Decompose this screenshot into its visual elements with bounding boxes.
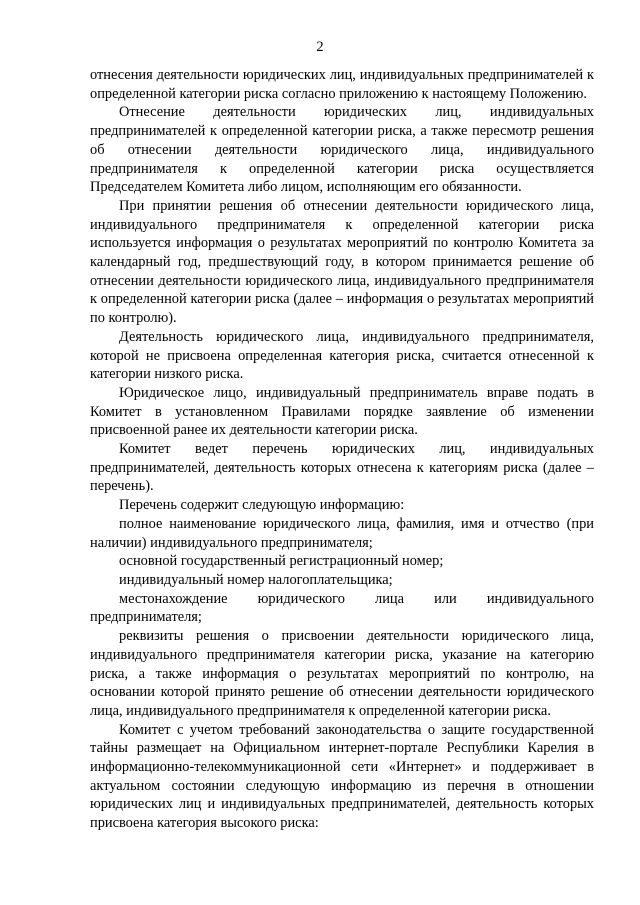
list-item: индивидуальный номер налогоплательщика;: [119, 571, 393, 588]
paragraph: Комитет с учетом требований законодательства о защите государственной тайны размещает на Официальном интернет-портале Республики Карелия в информационно-телекоммуникационной сети «Интернет» и поддерживает в актуальном состоянии следующую информацию из перечня в отношении юридических лиц и индивидуальных предпринимателей, деятельность которых присвоена категория высокого риска:: [90, 721, 594, 832]
list-item: полное наименование юридического лица, фамилия, имя и отчество (при наличии) индивидуального предпринимателя;: [90, 515, 594, 551]
list-item: основной государственный регистрационный номер;: [119, 553, 444, 570]
list-item: местонахождение юридического лица или индивидуального предпринимателя;: [90, 590, 594, 626]
paragraph: отнесения деятельности юридических лиц, индивидуальных предпринимателей к определенной категории риска согласно приложению к настоящему Положению.: [90, 67, 594, 102]
list-item: реквизиты решения о присвоении деятельности юридического лица, индивидуального предпринимателя категории риска, указание на категорию риска, а также информация о результатах мероприятий по контролю, на основании которой принято решение об отнесении деятельности юридического лица, индивидуального предпринимателя к определенной категории риска.: [90, 628, 594, 719]
paragraph: Перечень содержит следующую информацию:: [119, 497, 405, 514]
paragraph: Юридическое лицо, индивидуальный предприниматель вправе подать в Комитет в установленном Правилами порядке заявление об изменении присвоенной ранее их деятельности категории риска.: [90, 384, 594, 439]
paragraph: Комитет ведет перечень юридических лиц, индивидуальных предпринимателей, деятельность которых отнесена к категориям риска (далее – перечень).: [90, 441, 594, 495]
page-number: 2: [316, 39, 324, 55]
paragraph: Отнесение деятельности юридических лиц, индивидуальных предпринимателей к определенной категории риска, а также пересмотр решения об отнесении деятельности юридического лица, индивидуального предпринимателя к определенной категории риска осуществляется Председателем Комитета либо лицом, исполняющим его обязанности.: [90, 104, 594, 196]
document-body: [90, 66, 594, 833]
paragraph: Деятельность юридического лица, индивидуального предпринимателя, которой не присвоена определенная категория риска, считается отнесенной к категории низкого риска.: [90, 328, 594, 383]
paragraph: При принятии решения об отнесении деятельности юридического лица, индивидуального предпринимателя к определенной категории риска используется информация о результатах мероприятий по контролю Комитета за календарный год, предшествующий году, в котором принимается решение об отнесении деятельности юридического лица, индивидуального предпринимателя к определенной категории риска (далее – информация о результатах мероприятий по контролю).: [90, 197, 594, 327]
